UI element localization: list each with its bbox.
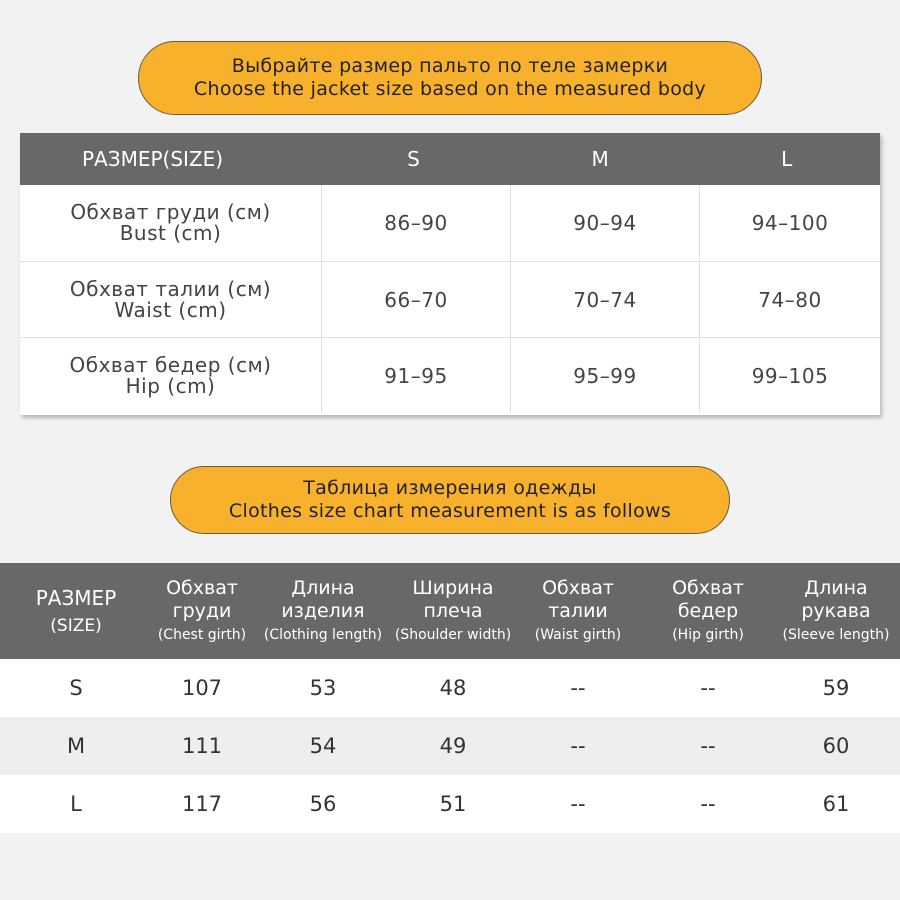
value-cell: 66–70	[321, 262, 510, 337]
body-measurement-table	[20, 133, 880, 415]
chest-cell: 111	[181, 734, 223, 758]
table-header	[20, 133, 880, 185]
header-en: (Sleeve length)	[782, 627, 890, 643]
shoulder-cell: 48	[439, 676, 467, 700]
clothes-size-banner	[170, 466, 730, 534]
header-ru: Обхват бедер	[672, 577, 744, 622]
banner-title-en: Choose the jacket size based on the measured body	[193, 78, 707, 100]
table-row	[20, 261, 880, 337]
row-label	[20, 185, 321, 261]
hip-cell: --	[700, 734, 716, 758]
row-label	[20, 262, 321, 337]
table-row	[20, 185, 880, 261]
table-row	[0, 659, 900, 717]
value-cell: 91–95	[321, 338, 510, 413]
shoulder-cell: 51	[439, 792, 467, 816]
sleeve-cell: 61	[822, 792, 850, 816]
header-ru: Длина изделия	[281, 577, 365, 622]
hip-cell: --	[700, 676, 716, 700]
row-label-ru: Обхват груди (см)	[70, 200, 271, 224]
value-cell: 99–105	[699, 338, 880, 413]
garment-size-table	[0, 563, 900, 833]
waist-cell: --	[570, 792, 586, 816]
size-l-header: L	[781, 147, 793, 171]
length-cell: 53	[309, 676, 337, 700]
waist-cell: --	[570, 676, 586, 700]
header-ru: Обхват талии	[542, 577, 614, 622]
hip-cell: --	[700, 792, 716, 816]
size-m-header: M	[591, 147, 609, 171]
header-chest-girth	[152, 563, 252, 659]
banner-title-ru: Выбрайте размер пальто по теле замерки	[231, 55, 669, 77]
row-label-ru: Обхват бедер (см)	[69, 352, 272, 377]
jacket-size-banner	[138, 41, 762, 115]
header-ru: Длина рукава	[801, 577, 871, 622]
sleeve-cell: 59	[822, 676, 850, 700]
row-label-en: Waist (cm)	[114, 297, 227, 322]
banner-title-en: Clothes size chart measurement is as follows	[228, 500, 672, 522]
value-cell: 70–74	[510, 262, 699, 337]
header-sleeve-length	[772, 563, 900, 659]
header-en: (SIZE)	[50, 615, 102, 636]
header-en: (Clothing length)	[263, 627, 383, 643]
sleeve-cell: 60	[822, 734, 850, 758]
row-label-en: Bust (cm)	[119, 221, 222, 245]
row-label-en: Hip (cm)	[125, 373, 216, 398]
size-s-header: S	[407, 147, 420, 171]
value-cell: 74–80	[699, 262, 880, 337]
value-cell: 90–94	[510, 185, 699, 261]
size-cell: M	[66, 734, 86, 758]
length-cell: 56	[309, 792, 337, 816]
chest-cell: 117	[181, 792, 223, 816]
header-en: (Shoulder width)	[394, 627, 512, 643]
table-row	[0, 775, 900, 833]
header-ru: Обхват груди	[166, 577, 238, 622]
value-cell: 86–90	[321, 185, 510, 261]
length-cell: 54	[309, 734, 337, 758]
size-cell: S	[69, 676, 83, 700]
banner-title-ru: Таблица измерения одежды	[303, 477, 597, 499]
header-clothing-length	[252, 563, 394, 659]
header-ru: РАЗМЕР	[35, 585, 117, 610]
header-en: (Waist girth)	[534, 627, 622, 643]
value-cell: 95–99	[510, 338, 699, 413]
header-size	[0, 563, 152, 659]
size-column-header: РАЗМЕР(SIZE)	[82, 147, 224, 171]
header-waist-girth	[512, 563, 644, 659]
table-header	[0, 563, 900, 659]
table-row	[20, 337, 880, 413]
header-hip-girth	[644, 563, 772, 659]
header-en: (Chest girth)	[157, 627, 247, 643]
size-cell: L	[70, 792, 82, 816]
shoulder-cell: 49	[439, 734, 467, 758]
row-label	[20, 338, 321, 413]
header-ru: Ширина плеча	[412, 577, 494, 622]
value-cell: 94–100	[699, 185, 880, 261]
table-row	[0, 717, 900, 775]
waist-cell: --	[570, 734, 586, 758]
chest-cell: 107	[181, 676, 223, 700]
header-shoulder-width	[394, 563, 512, 659]
row-label-ru: Обхват талии (см)	[69, 276, 272, 301]
header-en: (Hip girth)	[672, 627, 744, 643]
